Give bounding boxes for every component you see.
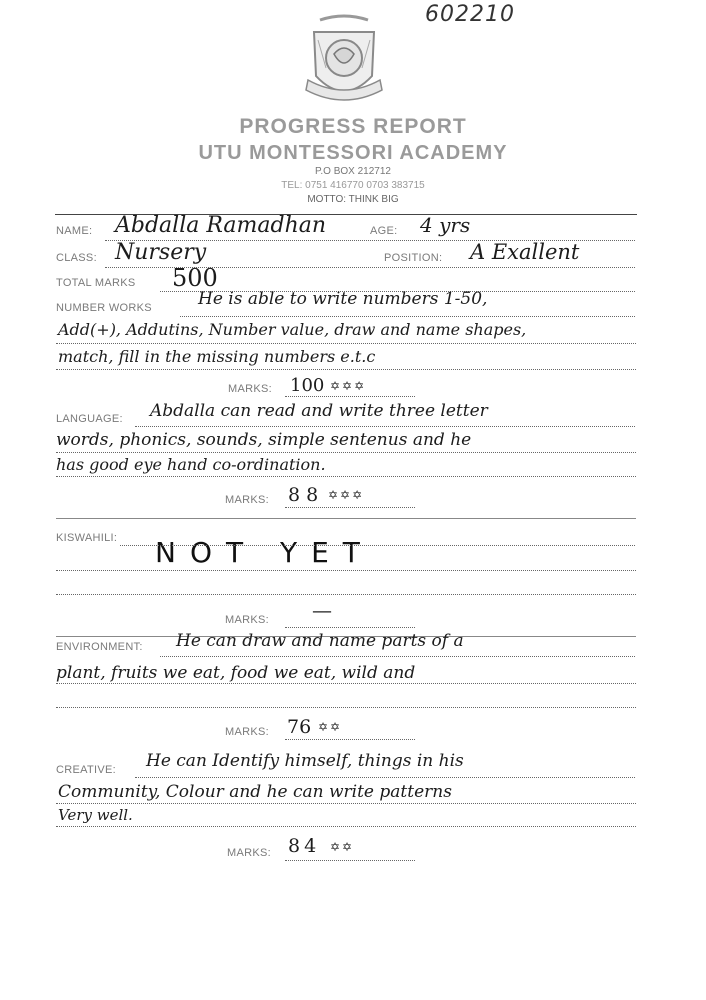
number-works-label: NUMBER WORKS: [56, 302, 152, 314]
creative-marks-label: MARKS:: [227, 847, 271, 859]
student-name: Abdalla Ramadhan: [115, 213, 327, 238]
environment-line: He can draw and name parts of a: [176, 631, 464, 651]
creative-line: Community, Colour and he can write patterns: [58, 782, 452, 802]
school-crest-logo: [300, 14, 388, 114]
name-label: NAME:: [56, 225, 93, 237]
number-works-line: match, fill in the missing numbers e.t.c: [58, 347, 376, 366]
age-label: AGE:: [370, 225, 398, 237]
total-marks-label: TOTAL MARKS: [56, 277, 136, 289]
total-marks: 500: [172, 264, 218, 292]
language-line: Abdalla can read and write three letter: [150, 401, 488, 421]
language-line: words, phonics, sounds, simple sentenus and he: [56, 430, 472, 450]
creative-line: He can Identify himself, things in his: [146, 751, 464, 771]
kiswahili-marks: —: [312, 598, 332, 622]
school-name: UTU MONTESSORI ACADEMY: [198, 142, 508, 164]
creative-line: Very well.: [58, 806, 133, 824]
language-line: has good eye hand co-ordination.: [56, 455, 326, 474]
kiswahili-marks-label: MARKS:: [225, 614, 269, 626]
po-box: P.O BOX 212712: [315, 166, 391, 177]
motto: MOTTO: THINK BIG: [307, 194, 399, 205]
report-title: PROGRESS REPORT: [239, 115, 467, 138]
number-works-marks: 100: [290, 375, 325, 396]
creative-stars: ✡✡: [330, 840, 355, 854]
language-stars: ✡✡✡: [328, 488, 365, 502]
environment-label: ENVIRONMENT:: [56, 641, 143, 653]
kiswahili-comment: NOT YET: [155, 536, 374, 569]
student-class: Nursery: [115, 240, 207, 265]
environment-line: plant, fruits we eat, food we eat, wild and: [56, 663, 416, 683]
environment-marks-label: MARKS:: [225, 726, 269, 738]
telephone: TEL: 0751 416770 0703 383715: [281, 180, 425, 191]
language-label: LANGUAGE:: [56, 413, 123, 425]
kiswahili-label: KISWAHILI:: [56, 532, 118, 544]
language-marks: 88: [288, 484, 325, 506]
student-position: A Exallent: [470, 240, 580, 264]
creative-marks: 84: [288, 835, 321, 857]
reference-number: 602210: [425, 2, 515, 27]
number-works-line: Add(+), Addutins, Number value, draw and name shapes,: [58, 320, 527, 339]
class-label: CLASS:: [56, 252, 97, 264]
position-label: POSITION:: [384, 252, 443, 264]
environment-marks: 76: [287, 716, 312, 738]
number-works-line: He is able to write numbers 1-50,: [198, 289, 488, 309]
number-works-stars: ✡✡✡: [330, 379, 367, 393]
language-marks-label: MARKS:: [225, 494, 269, 506]
student-age: 4 yrs: [420, 213, 471, 237]
environment-stars: ✡✡: [318, 720, 343, 734]
number-works-marks-label: MARKS:: [228, 383, 272, 395]
creative-label: CREATIVE:: [56, 764, 116, 776]
